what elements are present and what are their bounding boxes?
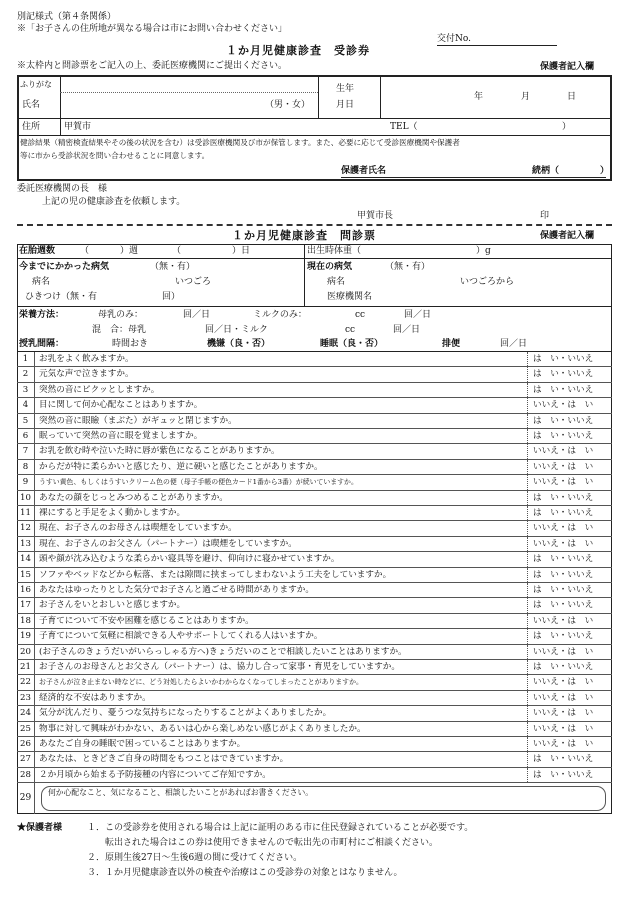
question-number: 26 xyxy=(17,737,35,751)
question-answer-choice[interactable]: いいえ・は い xyxy=(527,614,612,628)
note-3: ３．１か月児健康診査以外の検査や治療はこの受診券の対象とはなりません。 xyxy=(87,868,403,878)
question-row xyxy=(17,383,612,398)
question-answer-choice[interactable]: いいえ・は い xyxy=(527,675,612,689)
question-answer-choice[interactable]: は い・いいえ xyxy=(527,629,612,643)
question-row xyxy=(17,460,612,475)
question-answer-choice[interactable]: は い・いいえ xyxy=(527,352,612,366)
dob-label-1: 生年 xyxy=(336,84,355,94)
feeding-label: 栄養方法： xyxy=(19,310,65,320)
tel-close: ） xyxy=(562,122,572,132)
question-row xyxy=(17,768,612,783)
question-answer-choice[interactable]: は い・いいえ xyxy=(527,552,612,566)
gestation-days-field[interactable] xyxy=(182,245,232,258)
request-addressee: 委託医療機関の長 様 xyxy=(17,184,108,194)
question-row xyxy=(17,629,612,644)
notes-label: ★保護者様 xyxy=(17,823,63,833)
question-number: 18 xyxy=(17,614,35,628)
question-number: 24 xyxy=(17,706,35,720)
question-row xyxy=(17,475,612,490)
question-row xyxy=(17,752,612,767)
question-answer-choice[interactable]: は い・いいえ xyxy=(527,568,612,582)
question-number: 21 xyxy=(17,660,35,674)
question-number: 19 xyxy=(17,629,35,643)
question-text: あなたは、ときどきご自身の時間をもつことはできていますか。 xyxy=(39,754,289,765)
stool-label: 排便 xyxy=(442,339,461,349)
question-number: 10 xyxy=(17,491,35,505)
question-answer-choice[interactable]: いいえ・は い xyxy=(527,737,612,751)
ticket-title: １か月児健康診査 受診券 xyxy=(226,44,370,57)
question-row xyxy=(17,583,612,598)
question-text: からだが特に柔らかいと感じたり、逆に硬いと感じたことがありますか。 xyxy=(39,461,323,472)
question-answer-choice[interactable]: いいえ・は い xyxy=(527,521,612,535)
question-text: お子さんのお母さんとお父さん（パートナー）は、協力し合って家事・育児をしていますか。 xyxy=(39,662,400,672)
consent-text-1: 健診結果（精密検査結果やその後の状況を含む）は受診医療機関及び市が保管します。また、必要に応じて受診医療機関や保護者 xyxy=(20,138,460,147)
question-text: お乳を飲む時や泣いた時に唇が紫色になることがありますか。 xyxy=(39,446,280,457)
question-answer-choice[interactable]: いいえ・は い xyxy=(527,645,612,659)
birth-weight-label: 出生時体重（ xyxy=(307,246,362,256)
question-text: うすい黄色、もしくはうすいクリーム色の便（母子手帳の便色カード1番から3番）が続いていますか。 xyxy=(39,478,358,487)
question-answer-choice[interactable]: は い・いいえ xyxy=(527,429,612,443)
gestation-label: 在胎週数 xyxy=(19,246,56,256)
question-text: (お子さんのきょうだいがいらっしゃる方へ)きょうだいのことで相談したいことはありますか。 xyxy=(39,646,407,657)
issue-number-label: 交付No. xyxy=(437,34,471,44)
question-answer-choice[interactable]: は い・いいえ xyxy=(527,660,612,674)
question-number: 25 xyxy=(17,722,35,736)
question-text: 元気な声で泣きますか。 xyxy=(39,369,134,380)
guardian-name-field[interactable] xyxy=(400,164,525,177)
address-field[interactable]: 甲賀市 xyxy=(64,122,92,132)
question-text: ソファやベッドなどから転落、または隙間に挟まってしまわないよう工夫をしていますか。 xyxy=(39,569,392,580)
tel-label: TEL（ xyxy=(390,122,418,132)
question-text: 現在、お子さんのお母さんは喫煙をしていますか。 xyxy=(39,523,237,534)
birth-weight-unit: ）g xyxy=(476,246,491,256)
name-field[interactable] xyxy=(62,95,262,115)
guardian-fill-label: 保護者記入欄 xyxy=(540,62,595,72)
question-row xyxy=(17,598,612,613)
question-text: お乳をよく飲みますか。 xyxy=(39,354,134,364)
question-answer-choice[interactable]: いいえ・は い xyxy=(527,706,612,720)
question-answer-choice[interactable]: は い・いいえ xyxy=(527,491,612,505)
question-text: あなたの顔をじっとみつめることがありますか。 xyxy=(39,492,228,503)
furigana-field[interactable] xyxy=(62,80,312,91)
question-number: 13 xyxy=(17,537,35,551)
question-number: 2 xyxy=(17,367,35,381)
questionnaire-guardian-fill: 保護者記入欄 xyxy=(540,231,595,241)
question-number: 12 xyxy=(17,521,35,535)
question-number: 6 xyxy=(17,429,35,443)
tel-field[interactable] xyxy=(428,120,558,133)
current-illness-select[interactable]: （無・有） xyxy=(385,262,431,272)
question-number: 17 xyxy=(17,598,35,612)
dob-month-label: 月 xyxy=(521,92,531,102)
q29-textarea[interactable] xyxy=(41,786,606,811)
question-row xyxy=(17,660,612,675)
milk-only-cc: cc xyxy=(355,310,366,320)
sleep-select[interactable]: 睡眠（良・否） xyxy=(320,339,384,349)
question-row xyxy=(17,506,612,521)
question-number: 8 xyxy=(17,460,35,474)
question-number: 3 xyxy=(17,383,35,397)
breast-only-unit: 回／日 xyxy=(183,310,211,320)
ticket-instruction: ※太枠内と問診票をご記入の上、委託医療機関にご提出ください。 xyxy=(17,61,288,71)
relation-label: 続柄（ xyxy=(532,166,560,176)
q29-prompt: 何か心配なこと、気になること、相談したいことがあればお書きください。 xyxy=(48,788,314,797)
question-answer-choice[interactable]: は い・いいえ xyxy=(527,768,612,782)
question-answer-choice[interactable]: いいえ・は い xyxy=(527,460,612,474)
question-row xyxy=(17,675,612,690)
mood-select[interactable]: 機嫌（良・否） xyxy=(207,339,271,349)
feeding-interval-label: 授乳間隔： xyxy=(19,339,65,349)
note-1b: 転出された場合はこの券は使用できませんので転出先の市町村にご相談ください。 xyxy=(105,838,439,848)
milk-only-unit: 回／日 xyxy=(404,310,432,320)
question-text: 突然の音にピクッとしますか。 xyxy=(39,384,160,395)
consent-text-2: 等に市から受診状況を問い合わせることに同意します。 xyxy=(20,151,210,160)
question-row xyxy=(17,614,612,629)
question-answer-choice[interactable]: いいえ・は い xyxy=(527,475,612,489)
question-answer-choice[interactable]: は い・いいえ xyxy=(527,598,612,612)
dob-day-label: 日 xyxy=(567,92,577,102)
question-number: 28 xyxy=(17,768,35,782)
gestation-days-unit: ）日 xyxy=(232,246,251,256)
mixed-unit: 回／日・ミルク xyxy=(205,325,268,335)
birth-weight-field[interactable] xyxy=(375,245,475,258)
question-text: 突然の音に眼瞼（まぶた）がギュッと閉じますか。 xyxy=(39,415,237,426)
gestation-weeks-unit: ）週 xyxy=(120,246,139,256)
question-row xyxy=(17,367,612,382)
sex-select[interactable]: （男・女） xyxy=(265,100,311,110)
question-text: ２か月頃から始まる予防接種の内容についてご存知ですか。 xyxy=(39,769,271,780)
cut-line xyxy=(17,224,612,226)
clinic-name-label: 医療機関名 xyxy=(327,292,373,302)
question-answer-choice[interactable]: いいえ・は い xyxy=(527,537,612,551)
question-number: 7 xyxy=(17,444,35,458)
furigana-label: ふりがな xyxy=(20,80,52,89)
dob-label-2: 月日 xyxy=(336,100,355,110)
note-2: ２．原則生後27日～生後6週の間に受けてください。 xyxy=(87,853,303,863)
seal-mark: 印 xyxy=(540,211,550,221)
question-answer-choice[interactable]: は い・いいえ xyxy=(527,414,612,428)
question-text: 現在、お子さんのお父さん（パートナー）は喫煙をしていますか。 xyxy=(39,538,297,549)
question-number: 14 xyxy=(17,552,35,566)
questionnaire-title: １か月児健康診査 問診票 xyxy=(232,229,376,242)
question-row xyxy=(17,491,612,506)
gestation-weeks-open: （ xyxy=(80,246,90,256)
question-answer-choice[interactable]: いいえ・は い xyxy=(527,691,612,705)
past-illness-select[interactable]: （無・有） xyxy=(150,262,196,272)
question-text: お子さんが泣き止まない時などに、どう対処したらよいかわからなくなってしまったことがありますか。 xyxy=(39,678,363,687)
relation-field[interactable] xyxy=(563,164,598,177)
past-illness-name-label: 病名 xyxy=(32,277,51,287)
current-illness-label: 現在の病気 xyxy=(307,262,353,272)
question-number: 11 xyxy=(17,506,35,520)
question-row xyxy=(17,691,612,706)
question-row xyxy=(17,352,612,367)
past-illness-when-label: いつごろ xyxy=(175,277,212,287)
question-text: あなたご自身の睡眠で困っていることはありますか。 xyxy=(39,739,246,749)
question-answer-choice[interactable]: いいえ・は い xyxy=(527,398,612,412)
question-number: 1 xyxy=(17,352,35,366)
question-row xyxy=(17,521,612,536)
note-1: １．この受診券を使用される場合は上記に証明のある市に住民登録されていることが必要です。 xyxy=(87,823,474,833)
question-text: 気分が沈んだり、憂うつな気持ちになったりすることがよくありましたか。 xyxy=(39,708,332,719)
question-answer-choice[interactable]: は い・いいえ xyxy=(527,752,612,766)
breast-only-label: 母乳のみ： xyxy=(98,310,144,320)
mixed-label: 混 合：母乳 xyxy=(92,325,147,335)
question-number: 16 xyxy=(17,583,35,597)
question-text: 裸にすると手足をよく動かしますか。 xyxy=(39,508,186,518)
request-body: 上記の児の健康診査を依頼します。 xyxy=(42,197,186,207)
question-number: 27 xyxy=(17,752,35,766)
question-text: 頭や顔が沈み込むような柔らかい寝具等を避け、仰向けに寝かせていますか。 xyxy=(39,554,340,565)
mayor-label: 甲賀市長 xyxy=(357,211,394,221)
current-illness-since-label: いつごろから xyxy=(460,277,515,287)
question-row xyxy=(17,537,612,552)
feeding-interval-unit: 時間おき xyxy=(112,339,149,349)
convulsion-select[interactable]: ひきつけ（無・有 xyxy=(25,292,98,302)
dob-year-label: 年 xyxy=(474,92,484,102)
question-number: 22 xyxy=(17,675,35,689)
address-label: 住所 xyxy=(22,122,41,132)
convulsion-times-label: 回） xyxy=(162,292,181,302)
question-row xyxy=(17,444,612,459)
q29-row xyxy=(17,783,612,814)
question-answer-choice[interactable]: は い・いいえ xyxy=(527,583,612,597)
current-illness-name-label: 病名 xyxy=(327,277,346,287)
question-text: 眠っていて突然の音に眼を覚ましますか。 xyxy=(39,431,203,441)
question-row xyxy=(17,645,612,660)
question-text: 子育てについて不安や困難を感じることはありますか。 xyxy=(39,615,254,626)
question-row xyxy=(17,414,612,429)
q29-number: 29 xyxy=(17,783,35,814)
question-number: 4 xyxy=(17,398,35,412)
milk-only-label: ミルクのみ： xyxy=(253,310,307,320)
question-number: 5 xyxy=(17,414,35,428)
question-answer-choice[interactable]: は い・いいえ xyxy=(527,506,612,520)
question-number: 15 xyxy=(17,568,35,582)
question-answer-choice[interactable]: いいえ・は い xyxy=(527,444,612,458)
question-answer-choice[interactable]: は い・いいえ xyxy=(527,367,612,381)
mixed-cc: cc xyxy=(345,325,356,335)
question-row xyxy=(17,552,612,567)
mixed-milk-unit: 回／日 xyxy=(393,325,421,335)
question-text: お子さんをいとおしいと感じますか。 xyxy=(39,600,186,611)
guardian-name-label: 保護者氏名 xyxy=(341,166,387,176)
address-notice: ※「お子さんの住所地が異なる場合は市にお問い合わせください」 xyxy=(17,24,288,34)
name-label: 氏名 xyxy=(22,100,41,110)
question-number: 23 xyxy=(17,691,35,705)
question-text: 経済的な不安はありますか。 xyxy=(39,692,151,703)
gestation-weeks-field[interactable] xyxy=(90,245,120,258)
relation-close: ） xyxy=(600,166,610,176)
question-row xyxy=(17,737,612,752)
question-row xyxy=(17,722,612,737)
question-answer-choice[interactable]: いいえ・は い xyxy=(527,722,612,736)
question-row xyxy=(17,429,612,444)
question-row xyxy=(17,568,612,583)
question-answer-choice[interactable]: は い・いいえ xyxy=(527,383,612,397)
question-text: あなたはゆったりとした気分でお子さんと過ごせる時間がありますか。 xyxy=(39,585,314,595)
question-text: 物事に対して興味がわかない、あるいは心から楽しめない感じがよくありましたか。 xyxy=(39,723,366,734)
question-text: 子育てについて気軽に相談できる人やサポートしてくれる人はいますか。 xyxy=(39,631,323,642)
form-number: 別記様式（第４条関係） xyxy=(17,12,117,22)
question-row xyxy=(17,706,612,721)
question-row xyxy=(17,398,612,413)
gestation-days-open: （ xyxy=(172,246,182,256)
stool-unit: 回／日 xyxy=(500,339,528,349)
question-number: 20 xyxy=(17,645,35,659)
question-number: 9 xyxy=(17,475,35,489)
past-illness-label: 今までにかかった病気 xyxy=(19,262,110,272)
question-text: 目に関して何か心配なことはありますか。 xyxy=(39,400,203,411)
